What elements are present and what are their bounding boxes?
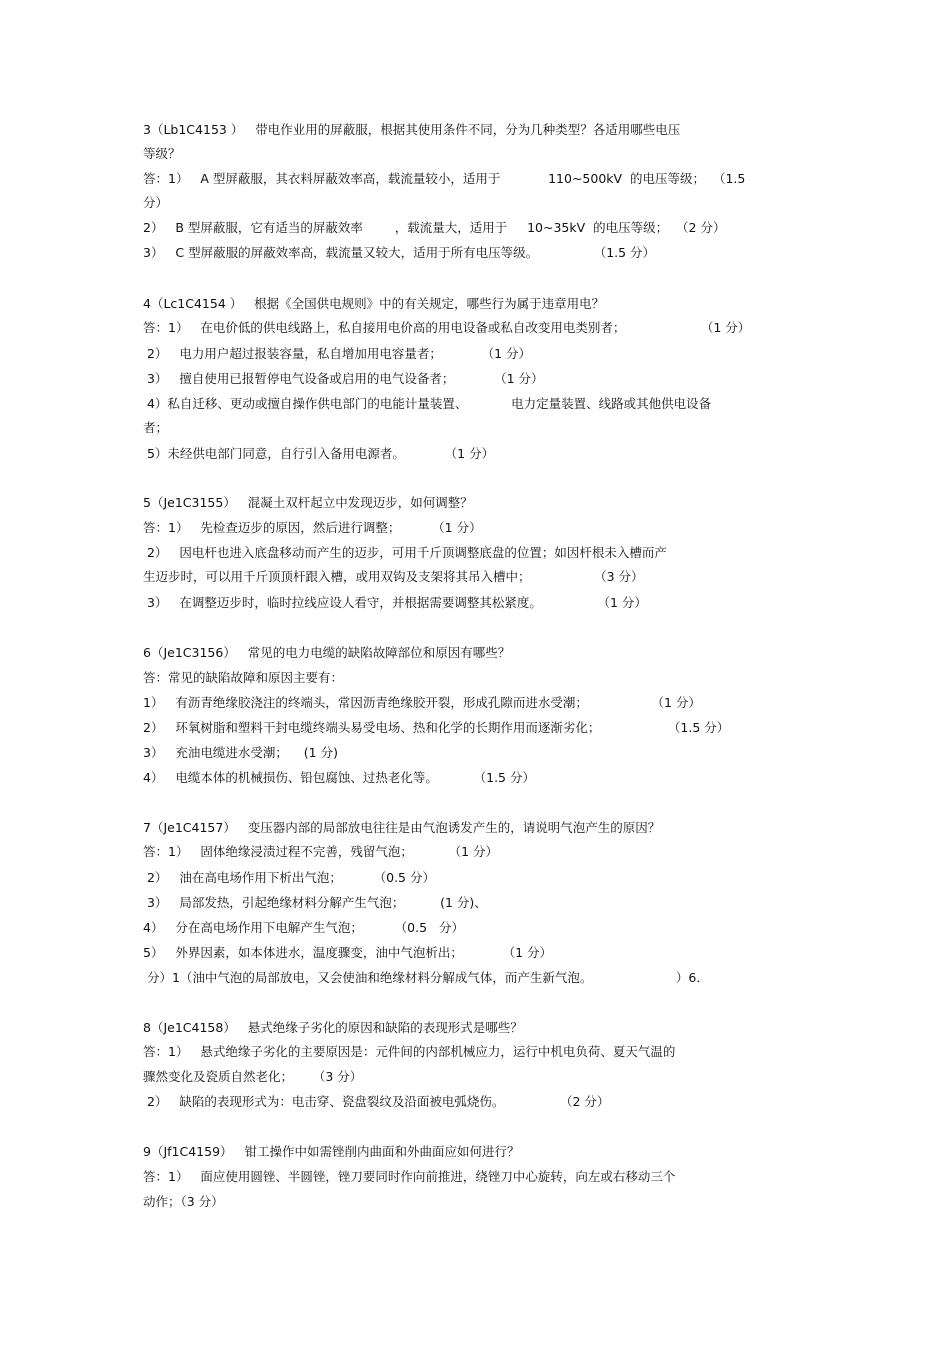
text-line: 5（Je1C3155） 混凝土双杆起立中发现迈步，如何调整？ (143, 495, 473, 510)
text-line: 者； (143, 420, 169, 435)
text-line: 答：常见的缺陷故障和原因主要有： (143, 670, 344, 685)
text-line: 3） C 型屏蔽服的屏蔽效率高，载流量又较大，适用于所有电压等级。 （1.5 分） (143, 245, 656, 260)
text-line: 2） 环氧树脂和塑料干封电缆终端头易受电场、热和化学的长期作用而逐渐劣化； （1.5 分） (143, 720, 730, 735)
text-line: 6（Je1C3156） 常见的电力电缆的缺陷故障部位和原因有哪些？ (143, 645, 511, 660)
text-line: 答：1） 悬式绝缘子劣化的主要原因是：元件间的内部机械应力，运行中机电负荷、夏天气温的 (143, 1044, 676, 1059)
text-line: 骤然变化及瓷质自然老化； （3 分） (143, 1069, 363, 1084)
text-line: 3（Lb1C4153 ） 带电作业用的屏蔽服，根据其使用条件不同，分为几种类型？各适用哪些电压 (143, 122, 681, 137)
text-line: 3） 充油电缆进水受潮； (1 分) (143, 745, 338, 760)
text-line: 1） 有沥青绝缘胶浇注的终端头，常因沥青绝缘胶开裂，形成孔隙而进水受潮； （1 分） (143, 695, 701, 710)
text-line: 答：1） 在电价低的供电线路上，私自接用电价高的用电设备或私自改变用电类别者； （1 分） (143, 320, 751, 335)
text-line: 2） B 型屏蔽服，它有适当的屏蔽效率 ，载流量大，适用于 10~35kV 的电压等级； （2 分） (143, 220, 726, 235)
text-line: 5）未经供电部门同意，自行引入备用电源者。 （1 分） (143, 446, 495, 461)
text-line: 答：1） 先检查迈步的原因，然后进行调整； （1 分） (143, 520, 482, 535)
text-line: 4（Lc1C4154 ） 根据《全国供电规则》中的有关规定，哪些行为属于违章用电？ (143, 296, 605, 311)
text-line: 2） 电力用户超过报装容量，私自增加用电容量者； （1 分） (143, 346, 532, 361)
text-line: 答：1） 面应使用圆锉、半圆锉，锉刀要同时作向前推进，绕锉刀中心旋转，向左或右移动三个 (143, 1169, 676, 1184)
text-line: 2） 缺陷的表现形式为：电击穿、瓷盘裂纹及沿面被电弧烧伤。 （2 分） (143, 1094, 610, 1109)
text-line: 2） 因电杆也进入底盘移动而产生的迈步，可用千斤顶调整底盘的位置；如因杆根未入槽而产 (143, 545, 667, 560)
text-line: 分）1（油中气泡的局部放电，又会使油和绝缘材料分解成气体，而产生新气泡。 ）6． (143, 970, 709, 985)
text-line: 8（Je1C4158） 悬式绝缘子劣化的原因和缺陷的表现形式是哪些？ (143, 1020, 523, 1035)
text-line: 3） 擅自使用已报暂停电气设备或启用的电气设备者； （1 分） (143, 371, 544, 386)
text-line: 分） (143, 195, 169, 210)
text-line: 4） 分在高电场作用下电解产生气泡； （0.5 分） (143, 920, 464, 935)
text-line: 4） 电缆本体的机械损伤、铅包腐蚀、过热老化等。 （1.5 分） (143, 770, 535, 785)
text-line: 5） 外界因素，如本体进水，温度骤变，油中气泡析出； （1 分） (143, 945, 553, 960)
text-line: 3） 在调整迈步时，临时拉线应设人看守，并根据需要调整其松紧度。 （1 分） (143, 595, 647, 610)
text-line: 答：1） 固体绝缘浸渍过程不完善，残留气泡； （1 分） (143, 844, 499, 859)
text-line: 9（Jf1C4159） 钳工操作中如需锉削内曲面和外曲面应如何进行？ (143, 1144, 520, 1159)
text-line: 动作；（3 分） (143, 1194, 224, 1209)
text-line: 3） 局部发热，引起绝缘材料分解产生气泡； (1 分)、 (143, 895, 487, 910)
text-line: 等级？ (143, 146, 181, 161)
text-line: 7（Je1C4157） 变压器内部的局部放电往往是由气泡诱发产生的，请说明气泡产生的原因？ (143, 820, 661, 835)
text-line: 4）私自迁移、更动或擅自操作供电部门的电能计量装置、 电力定量装置、线路或其他供电设备 (143, 396, 712, 411)
text-line: 生迈步时，可以用千斤顶顶杆跟入槽，或用双钩及支架将其吊入槽中； （3 分） (143, 569, 644, 584)
text-line: 答：1） A 型屏蔽服，其衣料屏蔽效率高，载流量较小，适用于 110~500kV 的电压等级； （1.5 (143, 171, 746, 186)
text-line: 2） 油在高电场作用下析出气泡； （0.5 分） (143, 870, 435, 885)
